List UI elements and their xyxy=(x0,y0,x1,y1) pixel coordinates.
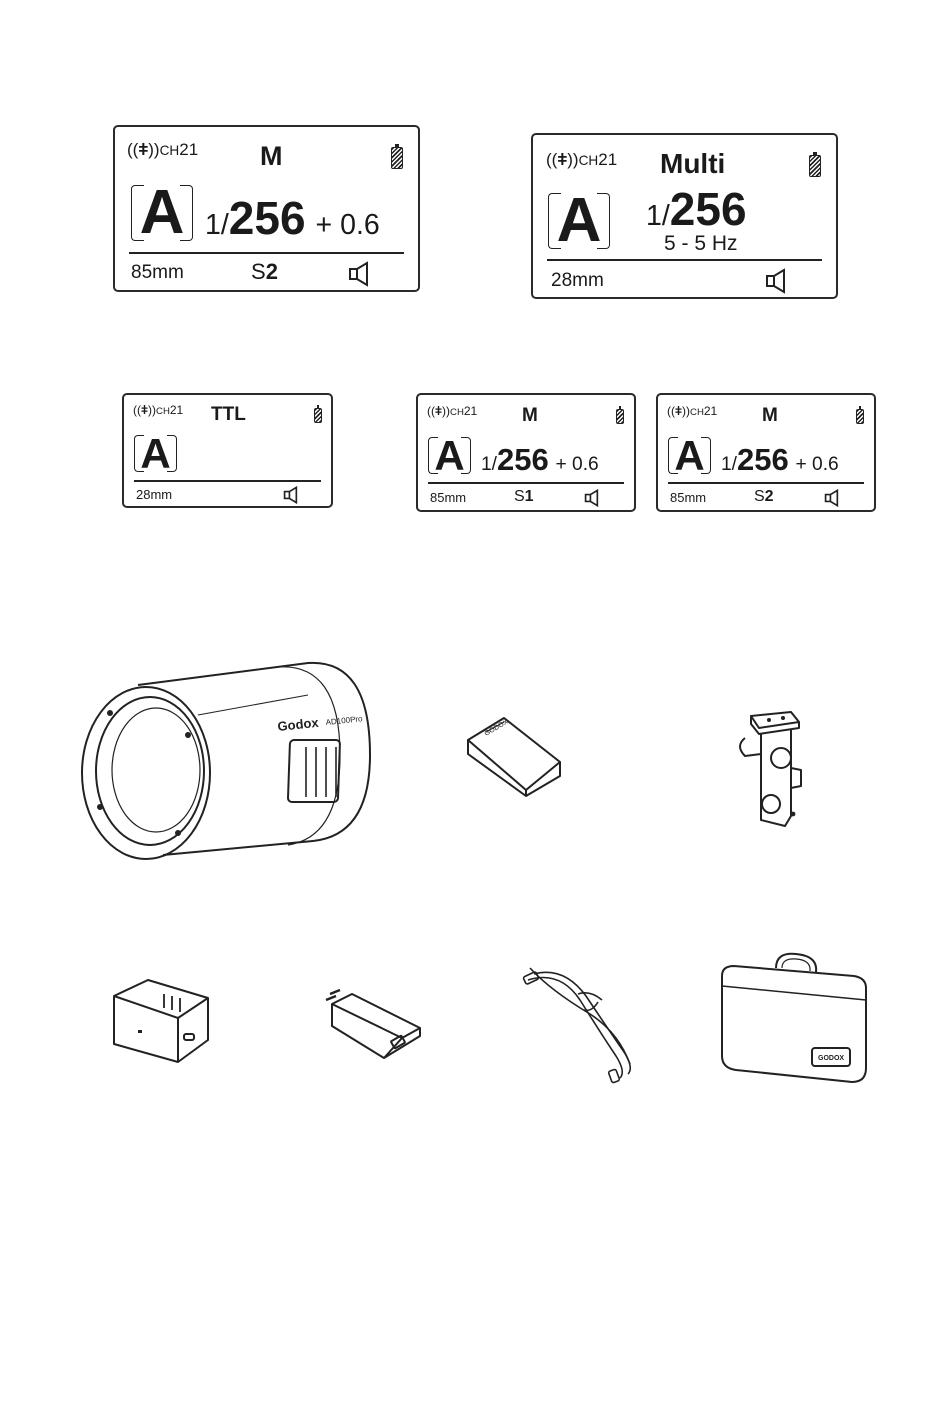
speaker-icon xyxy=(824,489,841,507)
divider xyxy=(668,482,864,484)
mode-label: M xyxy=(260,141,283,171)
group-indicator: A xyxy=(428,435,471,476)
flash-model-label: AD100Pro xyxy=(325,714,363,727)
antenna-channel: ((ǂ))CH21 xyxy=(546,150,618,169)
antenna-channel: ((ǂ))CH21 xyxy=(127,140,199,159)
carrying-case-illustration xyxy=(716,950,872,1086)
antenna-icon: ((ǂ)) xyxy=(546,150,579,169)
zoom-label: 85mm xyxy=(131,262,184,283)
lcd-screen-multi xyxy=(531,133,838,299)
battery-icon xyxy=(391,147,403,169)
power-readout: 1/ 256 + 0.6 xyxy=(481,442,599,477)
divider xyxy=(134,480,321,482)
battery-icon xyxy=(314,408,322,423)
power-readout: 1/ 256 + 0.6 xyxy=(721,442,839,477)
power-readout: 1/ 256 xyxy=(646,183,747,235)
zoom-label: 28mm xyxy=(551,270,604,291)
slave-group: S2 xyxy=(251,259,278,284)
bracket-illustration xyxy=(725,708,815,830)
antenna-icon: ((ǂ)) xyxy=(427,404,451,418)
mode-label: Multi xyxy=(660,148,726,179)
lcd-screen-manual-s1 xyxy=(416,393,636,512)
group-indicator: A xyxy=(548,191,610,251)
group-indicator: A xyxy=(131,183,193,243)
antenna-channel: ((ǂ))CH21 xyxy=(667,404,718,418)
battery-icon xyxy=(856,409,864,424)
lcd-screen-manual-s2 xyxy=(113,125,420,292)
divider xyxy=(547,259,822,261)
mode-label: TTL xyxy=(211,404,246,425)
antenna-icon: ((ǂ)) xyxy=(133,403,157,417)
speaker-icon xyxy=(765,268,789,294)
speaker-icon xyxy=(584,489,601,507)
power-readout: 1/ 256 + 0.6 xyxy=(205,192,380,244)
battery-brand-label: GODOX xyxy=(483,718,510,738)
speaker-icon xyxy=(348,261,372,287)
group-indicator: A xyxy=(134,433,177,474)
usb-adapter-illustration xyxy=(322,974,426,1066)
usb-cable-illustration xyxy=(520,960,642,1086)
battery-icon xyxy=(809,155,821,177)
charger-dock-illustration xyxy=(108,974,214,1066)
antenna-channel: ((ǂ))CH21 xyxy=(427,404,478,418)
frequency-label: 5 - 5 Hz xyxy=(664,232,738,255)
antenna-channel: ((ǂ))CH21 xyxy=(133,403,184,417)
lcd-screen-ttl xyxy=(122,393,333,508)
mode-label: M xyxy=(522,405,538,426)
slave-group: S2 xyxy=(754,488,774,505)
mode-label: M xyxy=(762,405,778,426)
antenna-icon: ((ǂ)) xyxy=(667,404,691,418)
zoom-label: 85mm xyxy=(430,490,467,505)
zoom-label: 85mm xyxy=(670,490,707,505)
antenna-icon: ((ǂ)) xyxy=(127,140,160,159)
divider xyxy=(129,252,404,254)
case-brand-label: GODOX xyxy=(818,1055,845,1062)
battery-icon xyxy=(616,409,624,424)
group-indicator: A xyxy=(668,435,711,476)
speaker-icon xyxy=(283,486,300,504)
divider xyxy=(428,482,624,484)
zoom-label: 28mm xyxy=(136,487,173,502)
flash-brand-label: Godox xyxy=(276,714,320,734)
battery-illustration xyxy=(460,712,568,798)
slave-group: S1 xyxy=(514,488,534,505)
flash-head-illustration xyxy=(78,655,378,860)
lcd-screen-manual-s2-small xyxy=(656,393,876,512)
